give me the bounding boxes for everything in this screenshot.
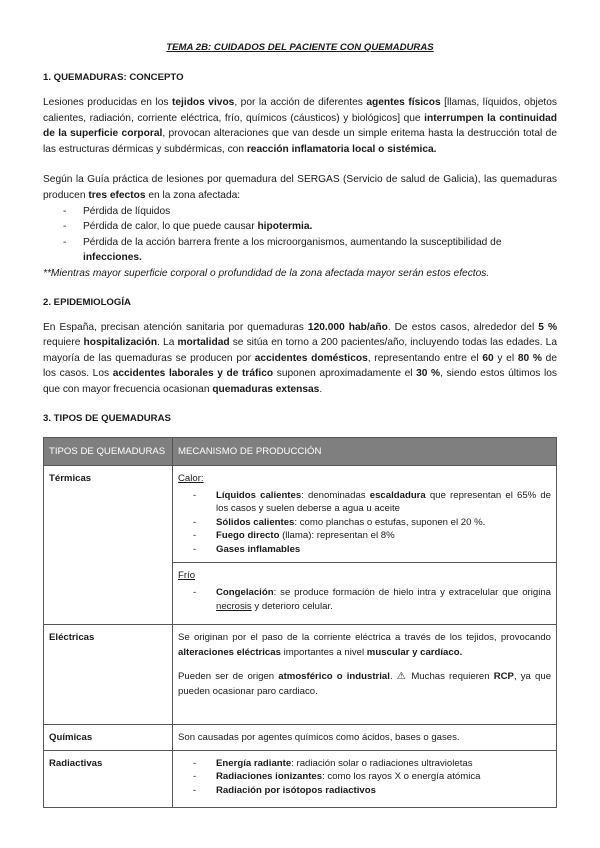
row-label-radiactivas: Radiactivas bbox=[44, 750, 173, 807]
document-page bbox=[43, 42, 557, 808]
table-header-row bbox=[44, 437, 557, 465]
list-item: - Pérdida de líquidos bbox=[63, 204, 557, 220]
heat-list bbox=[178, 489, 551, 556]
epidemiology-paragraph: En España, precisan atención sanitaria por quemaduras 120.000 hab/año. De estos casos, alrededor del 5 % requiere hospitalización. La mortalidad se sitúa en torno a 200 pacientes/año, incluyendo todas las edades. La mayoría de las quemaduras se producen por accidentes domésticos, representando entre el 60 y el 80 % de los casos. Los accidentes laborales y de tráfico suponen aproximadamente el 30 %, siendo estos últimos los que con mayor frecuencia ocasionan quemaduras extensas. bbox=[43, 321, 557, 395]
section-2-heading: 2. EPIDEMIOLOGÍA bbox=[43, 296, 131, 308]
sergas-paragraph: Según la Guía práctica de lesiones por quemadura del SERGAS (Servicio de salud de Galicia), las quemaduras producen tres efectos en la zona afectada: bbox=[43, 174, 557, 201]
cold-subsection: Frío - Congelación: se produce formación de hielo intra y extracelular que origina necrosis y deterioro celular. bbox=[173, 562, 556, 618]
list-item: - Radiaciones ionizantes: como los rayos X o energía atómica bbox=[193, 770, 551, 783]
concept-paragraph: Lesiones producidas en los tejidos vivos, por la acción de diferentes agentes físicos [llamas, líquidos, objetos calientes, radiación, corriente eléctrica, frío, químicos (cáusticos) y biológicos] que interrumpen la continuidad de la superficie corporal, provocan alteraciones que van desde un simple eritema hasta la destrucción total de las estructuras dérmicas y subdérmicas, con reacción inflamatoria local o sistémica. bbox=[43, 97, 558, 155]
row-label-electricas: Eléctricas bbox=[44, 625, 173, 724]
list-item: - Pérdida de calor, lo que puede causar hipotermia. bbox=[63, 219, 557, 235]
list-item: - Pérdida de la acción barrera frente a los microorganismos, aumentando la susceptibilidad de infecciones. bbox=[63, 235, 557, 266]
quimicas-mechanism: Son causadas por agentes químicos como ácidos, bases o gases. bbox=[173, 724, 557, 750]
radiactivas-mechanism bbox=[173, 750, 557, 807]
document-title: TEMA 2B: CUIDADOS DEL PACIENTE CON QUEMADURAS bbox=[166, 42, 434, 53]
section-3-heading: 3. TIPOS DE QUEMADURAS bbox=[43, 412, 171, 424]
list-item: - Congelación: se produce formación de hielo intra y extracelular que origina necrosis y deterioro celular. bbox=[193, 586, 551, 613]
cold-list bbox=[178, 586, 551, 613]
list-item: - Fuego directo (llama): representan el 8% bbox=[193, 529, 551, 542]
section-1-heading: 1. QUEMADURAS: CONCEPTO bbox=[43, 72, 184, 83]
effects-note: **Mientras mayor superficie corporal o profundidad de la zona afectada mayor serán estos efectos. bbox=[43, 267, 490, 279]
burn-types-table bbox=[43, 437, 557, 809]
radiation-list bbox=[178, 757, 551, 797]
column-header-types: TIPOS DE QUEMADURAS bbox=[44, 437, 173, 465]
electricas-mechanism: Se originan por el paso de la corriente eléctrica a través de los tejidos, provocando alteraciones eléctricas importantes a nivel muscular y cardíaco. Pueden ser de origen atmosférico o industrial. ⚠ Muchas requieren RCP, ya que pueden ocasionar paro cardiaco. bbox=[173, 625, 557, 724]
list-item: - Líquidos calientes: denominadas escaldadura que representan el 65% de los casos y suelen deberse a agua u aceite bbox=[193, 489, 551, 516]
effects-list bbox=[43, 204, 557, 266]
list-item: - Radiación por isótopos radiactivos bbox=[193, 784, 551, 797]
row-label-termicas: Térmicas bbox=[44, 465, 173, 625]
table-row bbox=[44, 724, 557, 750]
table-row bbox=[44, 750, 557, 807]
list-item: - Sólidos calientes: como planchas o estufas, suponen el 20 %. bbox=[193, 516, 551, 529]
table-row bbox=[44, 465, 557, 625]
row-label-quimicas: Químicas bbox=[44, 724, 173, 750]
termicas-mechanism: Calor: - Líquidos calientes: denominadas escaldadura que representan el 65% de los casos y suelen deberse a agua u aceite - Sólidos calientes: como planchas o estufas, suponen el 20 %. - Fuego directo (llama): representan el 8% - Gases inflamables Frío - Congelación: se produce formación de hielo intra y extracelular que origina necrosis y deterioro celular. bbox=[173, 465, 557, 625]
table-row bbox=[44, 625, 557, 724]
column-header-mechanism: MECANISMO DE PRODUCCIÓN bbox=[173, 437, 557, 465]
list-item: - Energía radiante: radiación solar o radiaciones ultravioletas bbox=[193, 757, 551, 770]
warning-icon: ⚠ bbox=[396, 671, 408, 683]
list-item: - Gases inflamables bbox=[193, 543, 551, 556]
